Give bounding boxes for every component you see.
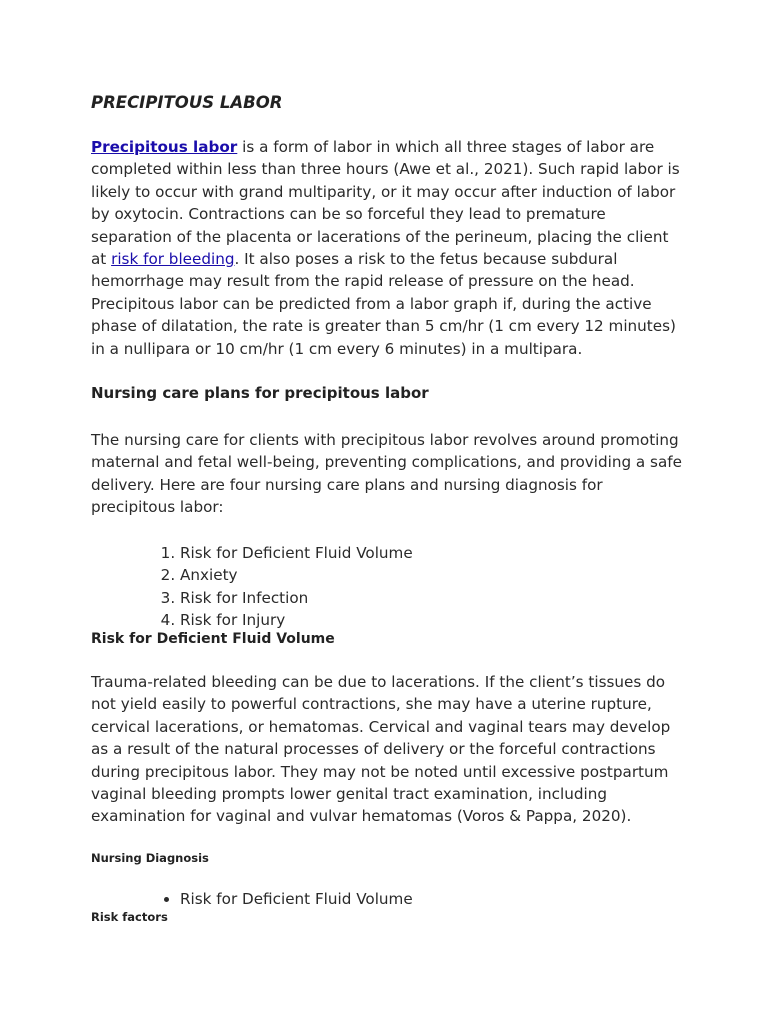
intro-text-1: is a form of labor in which all three stages of labor are completed within less than three hours (Awe et al., 2021). Such rapid labor is likely to occur with grand multiparity, or it may occur after induction of labor by oxytocin. Contractions can be so forceful they lead to premature separation of the placenta or lacerations of the perineum, placing the client at [91, 138, 680, 269]
care-plans-list [140, 542, 413, 632]
diagnosis-list [140, 888, 413, 910]
page-title: PRECIPITOUS LABOR [91, 93, 283, 112]
care-plans-paragraph: The nursing care for clients with precipitous labor revolves around promoting maternal and fetal well-being, preventing complications, and providing a safe delivery. Here are four nursing care plans and nursing diagnosis for precipitous labor: [91, 431, 682, 517]
fluid-volume-heading: Risk for Deficient Fluid Volume [91, 631, 335, 647]
list-item: 4. Risk for Injury [180, 609, 413, 631]
risk-factors-heading: Risk factors [91, 910, 168, 924]
risk-for-bleeding-link[interactable]: risk for bleeding [111, 250, 235, 269]
intro-paragraph [91, 136, 683, 360]
list-item: 1. Risk for Deficient Fluid Volume [180, 542, 413, 564]
nursing-diagnosis-heading: Nursing Diagnosis [91, 851, 209, 865]
list-item: 3. Risk for Infection [180, 587, 413, 609]
list-item: • Risk for Deficient Fluid Volume [180, 888, 413, 910]
intro-text-2: . It also poses a risk to the fetus because subdural hemorrhage may result from the rapid release of pressure on the head. Precipitous labor can be predicted from a labor graph if, during the active phase of dilatation, the rate is greater than 5 cm/hr (1 cm every 12 minutes) in a nullipara or 10 cm/hr (1 cm every 6 minutes) in a multipara. [91, 250, 676, 358]
precipitous-labor-link[interactable]: Precipitous labor [91, 138, 238, 156]
care-plans-heading: Nursing care plans for precipitous labor [91, 384, 429, 402]
fluid-volume-paragraph: Trauma-related bleeding can be due to lacerations. If the client’s tissues do not yield easily to powerful contractions, she may have a uterine rupture, cervical lacerations, or hematomas. Cervical and vaginal tears may develop as a result of the natural processes of delivery or the forceful contractions during precipitous labor. They may not be noted until excessive postpartum vaginal bleeding prompts lower genital tract examination, including examination for vaginal and vulvar hematomas (Voros & Pappa, 2020). [91, 673, 671, 826]
list-item: 2. Anxiety [180, 564, 413, 586]
